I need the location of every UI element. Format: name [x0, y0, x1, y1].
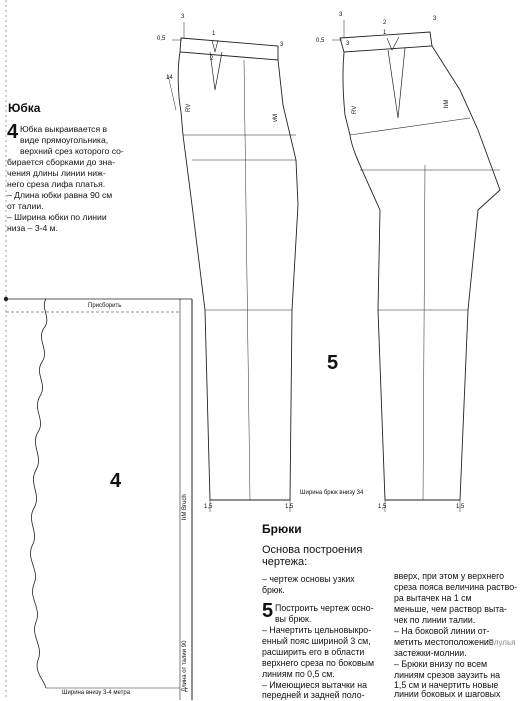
- trousers-col1-step-3: енный пояс шириной 3 см,: [262, 636, 371, 646]
- trousers-subtitle-1: Основа построения: [262, 544, 363, 556]
- skirt-line-6: – Длина юбки равна 90 см: [7, 190, 113, 200]
- front-mark-05: 0,5: [157, 36, 166, 42]
- front-vm-label: vM: [273, 114, 279, 122]
- trousers-col2-9: линиям срезов заузить на: [394, 670, 500, 680]
- skirt-line-7: от талии.: [7, 201, 44, 211]
- back-outline-path: [343, 46, 500, 500]
- trousers-col1-step-7: – Имеющиеся вытачки на: [262, 680, 368, 690]
- trousers-col1-step-1: вы брюк.: [275, 614, 312, 624]
- back-mark-3-top: 3: [339, 12, 343, 18]
- skirt-line-3: бирается сборками до зна-: [7, 157, 116, 167]
- trousers-col2-10: 1,5 см и начертить новые: [394, 680, 499, 690]
- skirt-bottom-width-label: Ширина внизу 3-4 метра: [62, 690, 131, 696]
- trousers-col1-intro-1: брюк.: [262, 585, 285, 595]
- trousers-col2-2: ра вытачек на 1 см: [394, 593, 472, 603]
- skirt-hip-label: hM Bruch: [182, 494, 188, 520]
- skirt-line-0: Юбка выкраивается в: [20, 124, 108, 134]
- skirt-title: Юбка: [8, 101, 41, 115]
- skirt-step-number: 4: [7, 121, 19, 143]
- front-dart-top-shape: [212, 40, 218, 52]
- trousers-col2-4: чек по линии талии.: [394, 615, 476, 625]
- front-grain-line: [244, 60, 250, 500]
- skirt-line-8: – Ширина юбки по линии: [7, 212, 107, 222]
- back-mark-1: 1: [383, 30, 387, 36]
- trousers-col2-1: среза пояса величина раство-: [394, 582, 518, 592]
- front-mark-3-right: 3: [280, 42, 284, 48]
- back-hem-right-label: 1,5: [456, 504, 465, 510]
- trousers-step-number: 5: [262, 600, 274, 622]
- trousers-col2-5: – На боковой линии от-: [394, 626, 490, 636]
- trousers-bottom-width-label: Ширина брюк внизу 34: [300, 490, 364, 496]
- front-outline-path: [178, 52, 298, 500]
- back-hm-label: hM: [444, 99, 450, 108]
- trousers-subtitle-2: чертежа:: [262, 556, 308, 568]
- back-grain-line: [423, 165, 425, 500]
- trousers-col2-7: застежки-молнии.: [394, 648, 467, 658]
- trousers-col1-step-8: передней и задней поло-: [262, 690, 365, 700]
- trousers-col1-step-6: линиям по 0,5 см.: [262, 669, 335, 679]
- back-dart-shape: [388, 48, 405, 118]
- skirt-figure-number: 4: [110, 470, 122, 492]
- front-rv-label: RV: [186, 103, 192, 112]
- front-hem-left-label: 1,5: [204, 504, 213, 510]
- trousers-col1-intro-0: – чертеж основы узких: [262, 574, 355, 584]
- back-hem-left-label: 1,5: [378, 504, 387, 510]
- skirt-line-5: него среза лифа платья.: [7, 179, 106, 189]
- front-waistband-shape: [180, 38, 278, 60]
- trousers-col1-step-2: – Начертить цельновыкро-: [262, 625, 372, 635]
- skirt-line-4: чения длины линии ниж-: [7, 168, 106, 178]
- front-mark-1: 1: [212, 31, 216, 37]
- trousers-col2-11: линии боковых и шаговых: [394, 689, 501, 699]
- back-mark-3-right: 3: [433, 16, 437, 22]
- back-rv-label: RV: [352, 105, 358, 114]
- front-mark-2: 2: [210, 56, 214, 62]
- skirt-line-2: верхний срез которого со-: [20, 146, 124, 156]
- trousers-col2-8: – Брюки внизу по всем: [394, 659, 488, 669]
- skirt-wavy-edge: [30, 299, 46, 688]
- skirt-gather-label: Присборить: [88, 303, 122, 309]
- skirt-length-label: Длина от талии 90: [182, 640, 188, 692]
- front-hem-right-label: 1,5: [285, 504, 294, 510]
- back-mark-2: 2: [383, 20, 387, 26]
- back-hip-line: [350, 118, 470, 135]
- trousers-col2-0: вверх, при этом у верхнего: [394, 571, 505, 581]
- trousers-title: Брюки: [262, 522, 302, 536]
- trousers-figure-number: 5: [327, 352, 339, 374]
- front-mark-3-top: 3: [181, 14, 185, 20]
- trousers-col2-6: метить местоположение: [394, 637, 494, 647]
- back-mark-05: 0,5: [316, 38, 325, 44]
- watermark-text: Ялулья: [488, 638, 516, 647]
- back-mark-3-left: 3: [346, 41, 350, 47]
- front-mark-14: 14: [166, 75, 173, 81]
- skirt-line-1: виде прямоугольника,: [20, 135, 109, 145]
- trousers-col1-step-0: Построить чертеж осно-: [275, 603, 374, 613]
- trousers-col1-step-5: верхнего среза по боковым: [262, 658, 375, 668]
- trousers-col1-step-4: расширить его в области: [262, 647, 365, 657]
- trousers-col2-3: меньше, чем раствор выта-: [394, 604, 507, 614]
- skirt-line-9: низа – 3-4 м.: [7, 223, 58, 233]
